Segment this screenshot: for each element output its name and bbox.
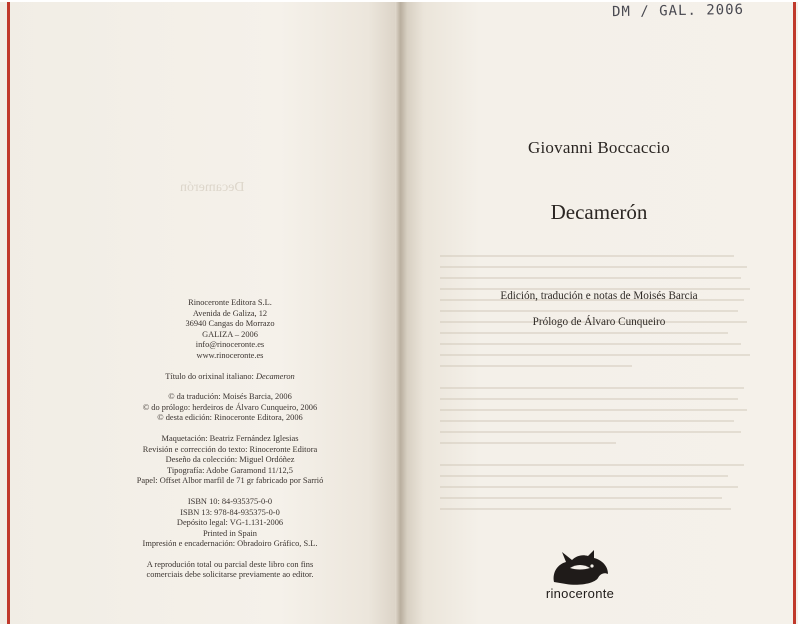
publisher-address xyxy=(100,298,360,362)
publisher-logo-text: rinoceronte xyxy=(545,586,615,601)
copyright-imprint xyxy=(100,298,360,581)
imprint-line: © desta edición: Rinoceronte Editora, 2006 xyxy=(157,413,303,423)
imprint-line: © da tradución: Moisés Barcia, 2006 xyxy=(168,392,292,402)
copyright-notices xyxy=(100,392,360,424)
imprint-line: © do prólogo: herdeiros de Álvaro Cunqueiro, 2006 xyxy=(142,402,318,412)
imprint-line: Revisión e corrección do texto: Rinoceronte Editora xyxy=(142,444,318,454)
imprint-line: Avenida de Galiza, 12 xyxy=(192,308,268,318)
imprint-line: info@rinoceronte.es xyxy=(195,340,265,350)
imprint-line: Maquetación: Beatriz Fernández Iglesias xyxy=(161,433,299,443)
book-title: Decamerón xyxy=(550,200,648,224)
imprint-line: Printed in Spain xyxy=(203,528,257,538)
imprint-line: comerciais debe solicitarse previamente ao editor. xyxy=(146,570,314,580)
imprint-line: A reprodución total ou parcial deste libro con fins xyxy=(146,559,314,569)
title-page-credits xyxy=(400,283,798,335)
original-title-line xyxy=(100,372,360,383)
original-title: Decameron xyxy=(255,371,295,381)
handwritten-shelf-note: DM / GAL. 2006 xyxy=(611,1,745,21)
show-through-mirrored-title: Decamerón xyxy=(180,180,245,195)
publisher-logo xyxy=(520,548,640,601)
red-page-edge-left xyxy=(7,2,10,624)
imprint-line: Deseño da colección: Miguel Ordóñez xyxy=(165,455,295,465)
edition-credit: Edición, tradución e notas de Moisés Barcia xyxy=(500,290,698,302)
imprint-line: www.rinoceronte.es xyxy=(196,350,264,360)
imprint-line: GALIZA – 2006 xyxy=(202,329,258,339)
imprint-line: Rinoceronte Editora S.L. xyxy=(188,298,272,307)
imprint-line: Tipografía: Adobe Garamond 11/12,5 xyxy=(167,465,293,475)
rhino-head-icon xyxy=(548,548,612,588)
original-title-label: Título do orixinal italiano: xyxy=(165,371,256,381)
imprint-line: 36940 Cangas do Morrazo xyxy=(185,319,275,329)
imprint-line: Papel: Offset Albor marfil de 71 gr fabricado por Sarrió xyxy=(136,476,324,486)
imprint-line: Impresión e encadernación: Obradoiro Gráfico, S.L. xyxy=(142,539,318,549)
reproduction-notice xyxy=(100,560,360,581)
prologue-credit: Prólogo de Álvaro Cunqueiro xyxy=(532,316,666,328)
imprint-line: ISBN 10: 84-935375-0-0 xyxy=(187,496,273,506)
production-credits xyxy=(100,434,360,487)
legal-info xyxy=(100,497,360,550)
imprint-line: ISBN 13: 978-84-935375-0-0 xyxy=(180,507,280,517)
author-name: Giovanni Boccaccio xyxy=(528,138,670,157)
imprint-line: Depósito legal: VG-1.131-2006 xyxy=(176,518,284,528)
